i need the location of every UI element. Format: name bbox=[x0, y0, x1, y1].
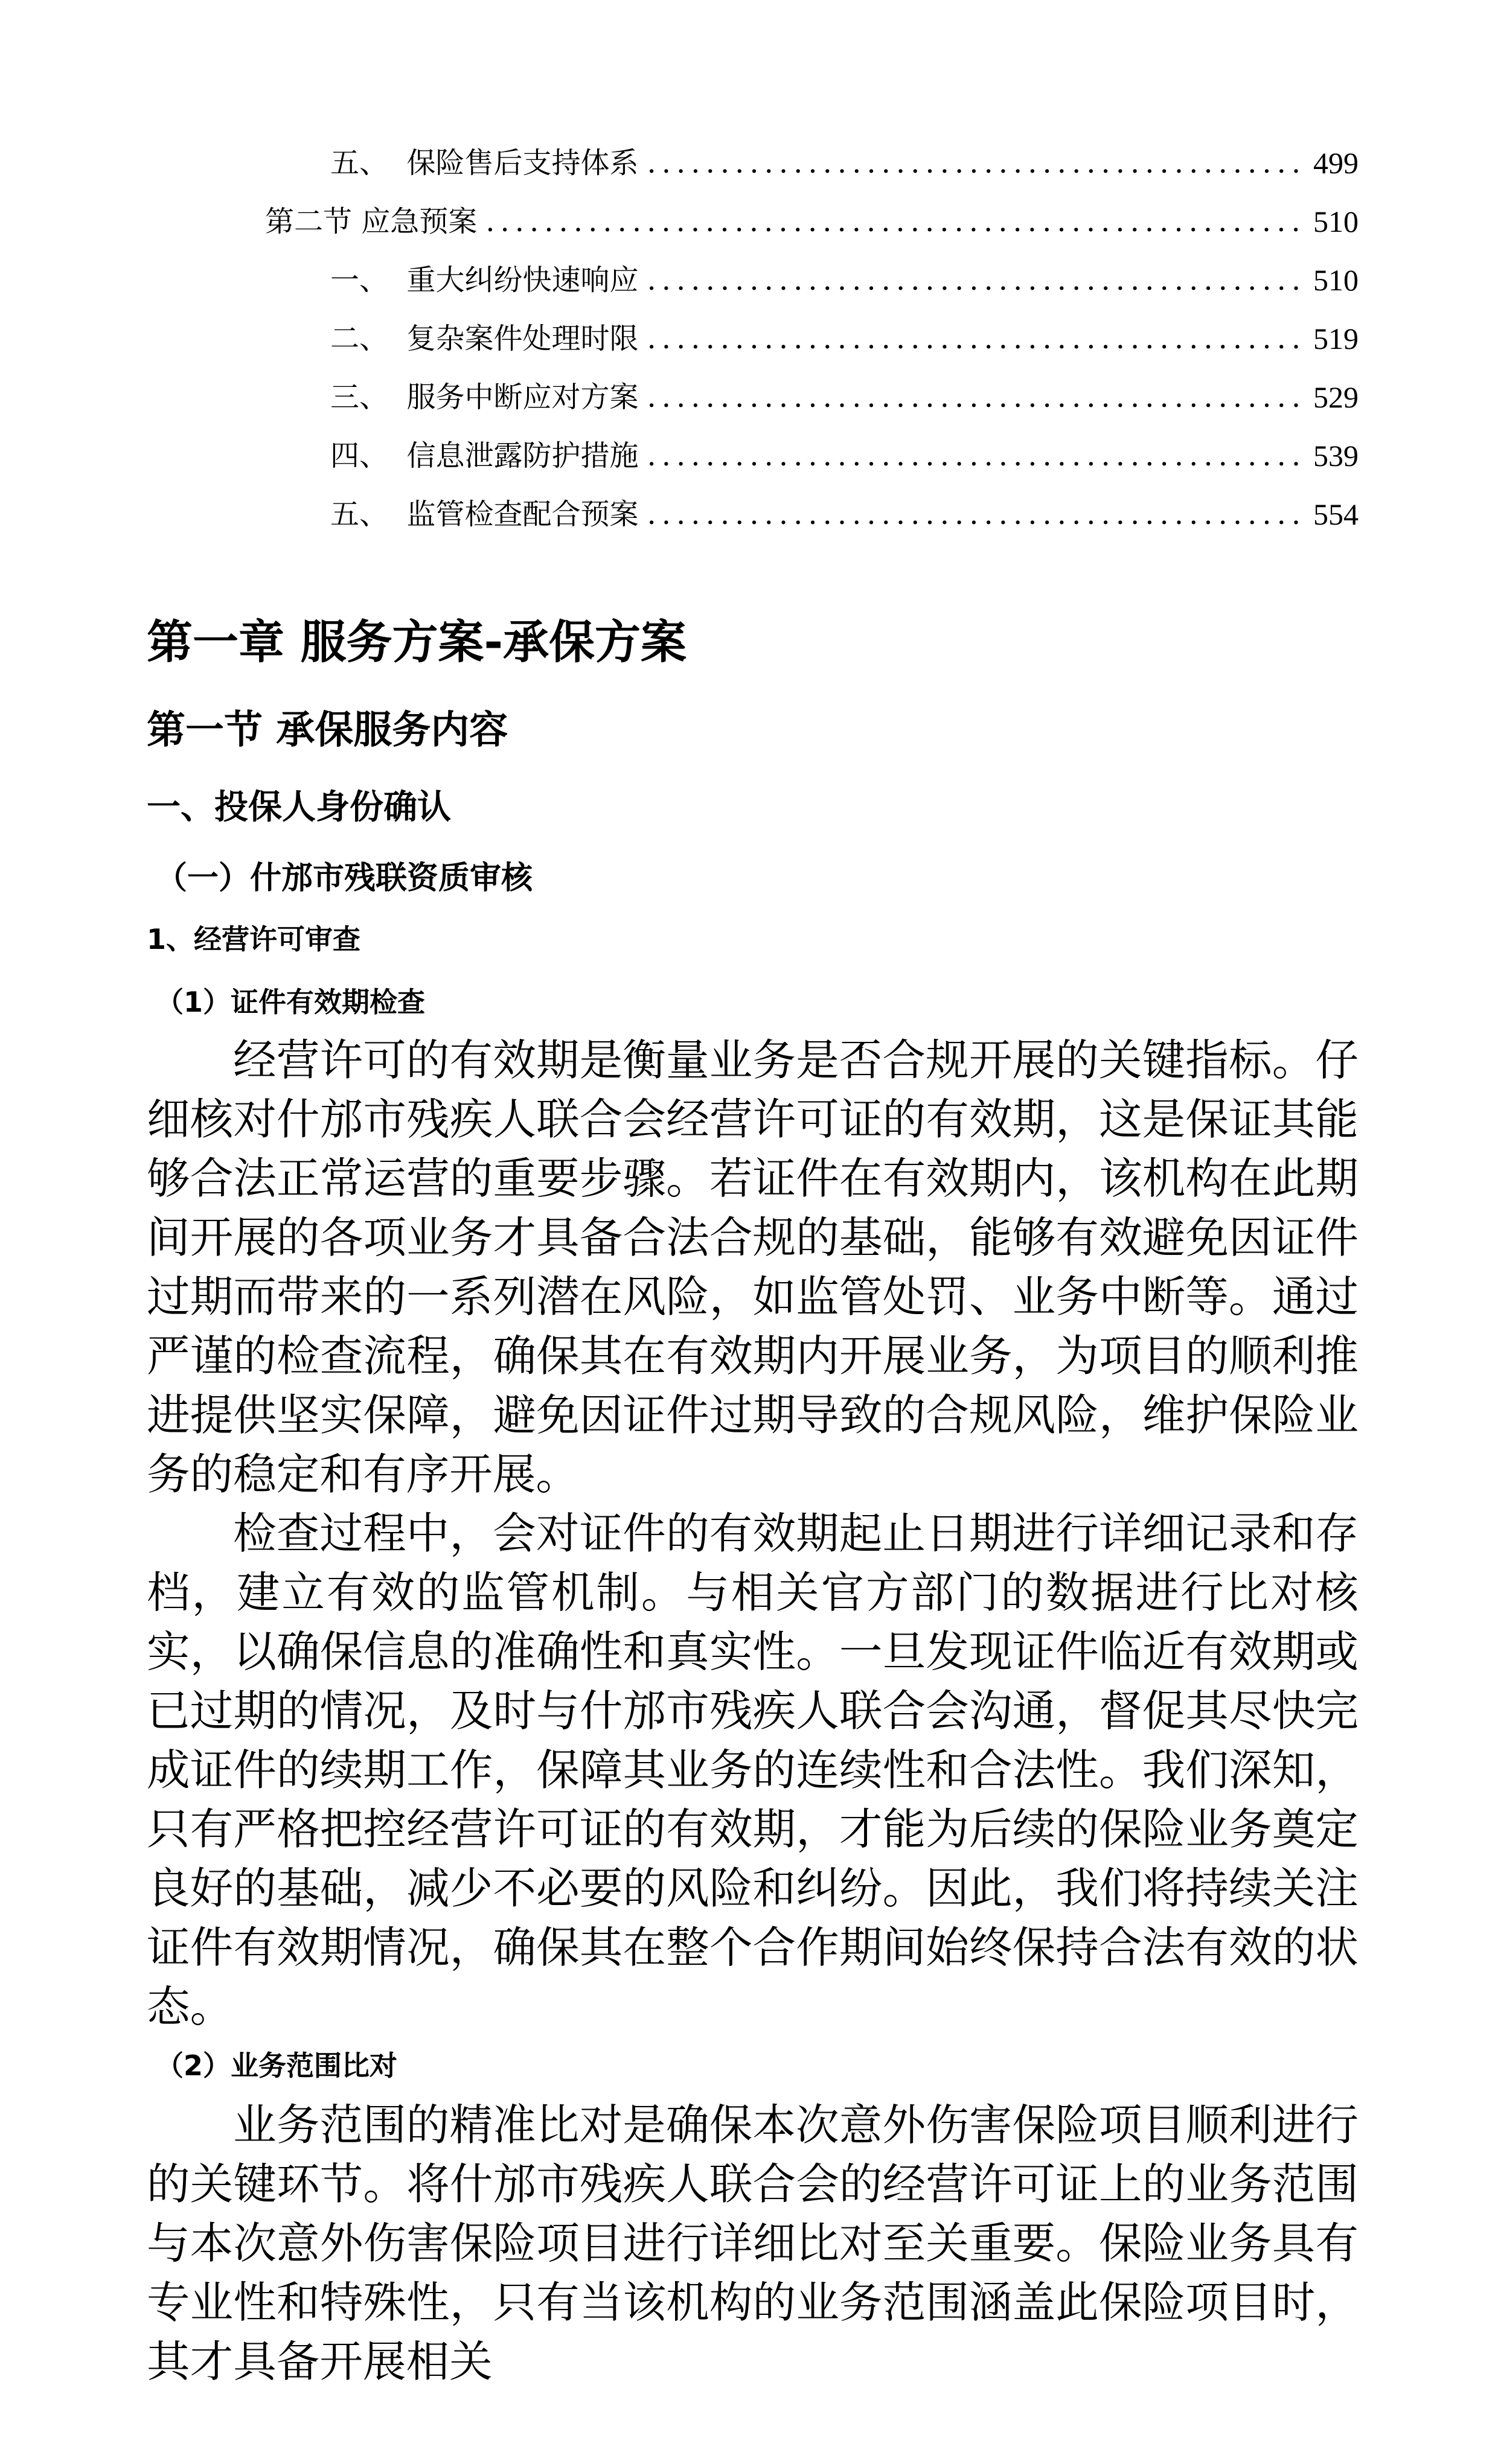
toc-entry-label: 一、 重大纠纷快速响应 bbox=[330, 263, 639, 297]
toc-page-number: 510 bbox=[1313, 205, 1359, 238]
toc-entry-label: 第二节 应急预案 bbox=[265, 205, 478, 238]
toc-entry-label: 二、 复杂案件处理时限 bbox=[330, 322, 639, 356]
subpart-heading: （一）什邡市残联资质审核 bbox=[156, 860, 533, 896]
table-of-contents bbox=[147, 142, 1359, 535]
body-paragraph: 检查过程中，会对证件的有效期起止日期进行详细记录和存档，建立有效的监管机制。与相关官方部门的数据进行比对核实，以确保信息的准确性和真实性。一旦发现证件临近有效期或已过期的情况，及时与什邡市残疾人联合会沟通，督促其尽快完成证件的续期工作，保障其业务的连续性和合法性。我们深知，只有严格把控经营许可证的有效期，才能为后续的保险业务奠定良好的基础，减少不必要的风险和纠纷。因此，我们将持续关注证件有效期情况，确保其在整个合作期间始终保持合法有效的状态。 bbox=[147, 1508, 1359, 2032]
toc-entry[interactable] bbox=[147, 318, 1359, 360]
body-paragraph: 业务范围的精准比对是确保本次意外伤害保险项目顺利进行的关键环节。将什邡市残疾人联合会的经营许可证上的业务范围与本次意外伤害保险项目进行详细比对至关重要。保险业务具有专业性和特殊性，只有当该机构的业务范围涵盖此保险项目时，其才具备开展相关 bbox=[147, 2100, 1359, 2387]
toc-entry[interactable] bbox=[147, 493, 1359, 535]
toc-entry-label: 四、 信息泄露防护措施 bbox=[330, 439, 639, 473]
subitem-heading: （2）业务范围比对 bbox=[156, 2049, 398, 2082]
toc-entry[interactable] bbox=[147, 142, 1359, 184]
toc-page-number: 554 bbox=[1313, 497, 1359, 531]
toc-page-number: 529 bbox=[1313, 380, 1359, 414]
toc-entry-label: 五、 监管检查配合预案 bbox=[330, 497, 639, 531]
toc-entry-label: 三、 服务中断应对方案 bbox=[330, 380, 639, 414]
toc-entry[interactable] bbox=[147, 259, 1359, 301]
toc-page-number: 539 bbox=[1313, 439, 1359, 473]
toc-entry[interactable] bbox=[147, 376, 1359, 418]
toc-leader-dots bbox=[647, 259, 1305, 301]
toc-leader-dots bbox=[485, 200, 1305, 243]
body-paragraph: 经营许可的有效期是衡量业务是否合规开展的关键指标。仔细核对什邡市残疾人联合会经营许可证的有效期，这是保证其能够合法正常运营的重要步骤。若证件在有效期内，该机构在此期间开展的各项业务才具备合法合规的基础，能够有效避免因证件过期而带来的一系列潜在风险，如监管处罚、业务中断等。通过严谨的检查流程，确保其在有效期内开展业务，为项目的顺利推进提供坚实保障，避免因证件过期导致的合规风险，维护保险业务的稳定和有序开展。 bbox=[147, 1035, 1359, 1499]
section-heading: 第一节 承保服务内容 bbox=[147, 708, 508, 753]
toc-leader-dots bbox=[647, 142, 1305, 184]
toc-entry-label: 五、 保险售后支持体系 bbox=[330, 146, 639, 180]
toc-entry[interactable] bbox=[147, 435, 1359, 477]
toc-entry[interactable] bbox=[147, 200, 1359, 243]
toc-leader-dots bbox=[647, 376, 1305, 418]
toc-page-number: 499 bbox=[1313, 146, 1359, 180]
toc-leader-dots bbox=[647, 435, 1305, 477]
toc-leader-dots bbox=[647, 318, 1305, 360]
item-heading: 1、经营许可审查 bbox=[147, 923, 361, 956]
part-heading: 一、投保人身份确认 bbox=[147, 788, 451, 827]
chapter-heading: 第一章 服务方案-承保方案 bbox=[147, 615, 687, 669]
toc-page-number: 519 bbox=[1313, 322, 1359, 356]
toc-page-number: 510 bbox=[1313, 263, 1359, 297]
subitem-heading: （1）证件有效期检查 bbox=[156, 986, 426, 1018]
toc-leader-dots bbox=[647, 493, 1305, 535]
